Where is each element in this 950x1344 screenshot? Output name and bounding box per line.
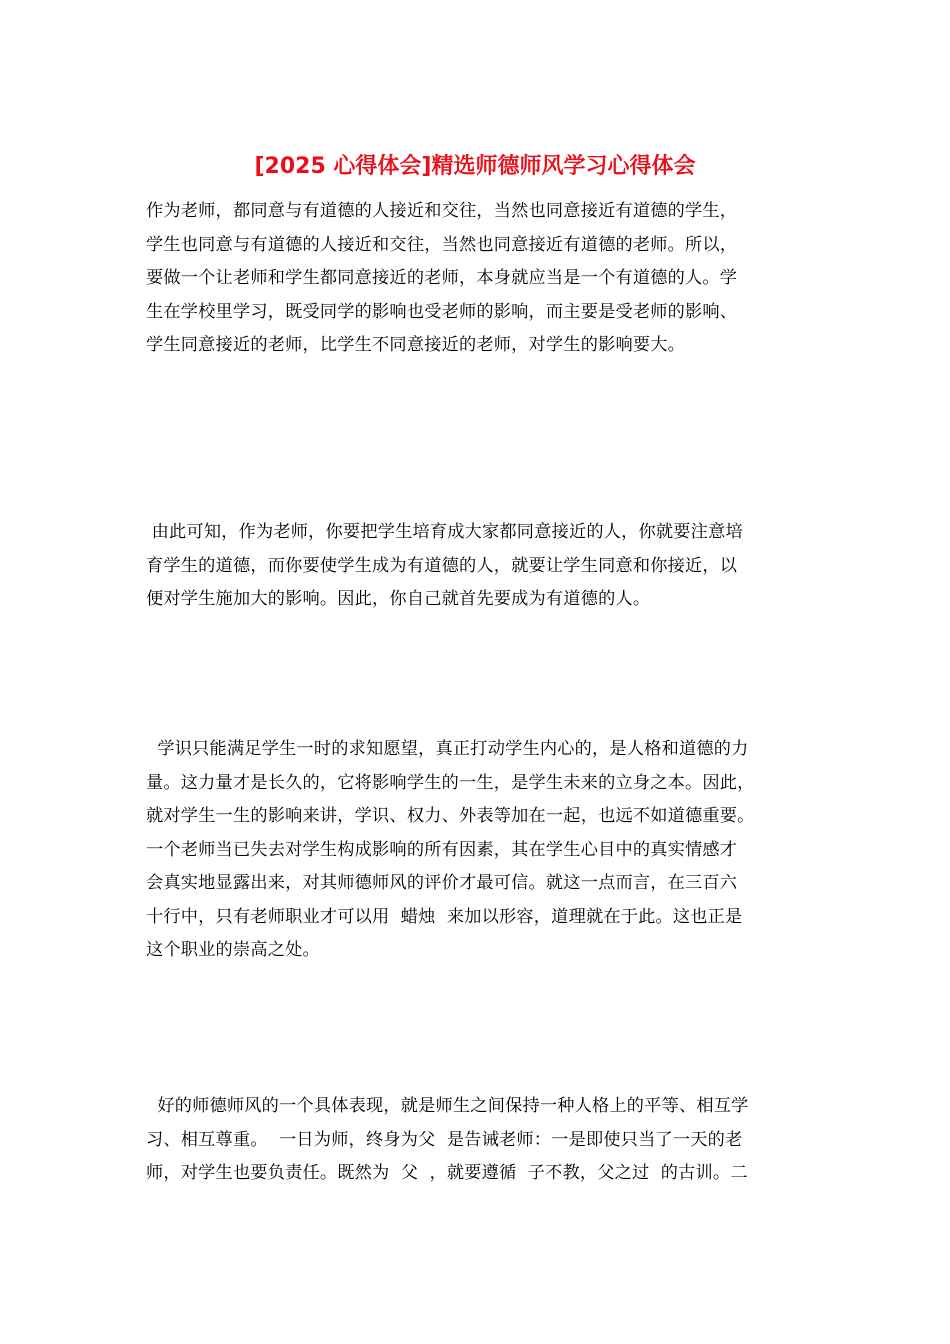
paragraph-line: 学生同意接近的老师，比学生不同意接近的老师，对学生的影响要大。: [146, 335, 686, 355]
paragraph-line: 师，对学生也要负责任。既然为 父 ，就要遵循 子不教，父之过 的古训。二: [146, 1163, 748, 1183]
paragraph-line: 由此可知，作为老师，你要把学生培育成大家都同意接近的人，你就要注意培: [146, 522, 743, 542]
paragraph-line: 要做一个让老师和学生都同意接近的老师，本身就应当是一个有道德的人。学: [146, 268, 738, 288]
paragraph-3: [146, 733, 810, 968]
paragraph-line: 一个老师当已失去对学生构成影响的所有因素，其在学生心目中的真实情感才: [146, 839, 738, 860]
paragraph-4: [146, 1090, 810, 1191]
paragraph-2: [146, 516, 810, 617]
paragraph-line: 就对学生一生的影响来讲，学识、权力、外表等加在一起，也远不如道德重要。: [146, 806, 755, 826]
paragraph-line: 会真实地显露出来，对其师德师风的评价才最可信。就这一点而言，在三百六: [146, 873, 738, 893]
paragraph-line: 量。这力量才是长久的，它将影响学生的一生，是学生未来的立身之本。因此，: [146, 772, 755, 793]
paragraph-line: 十行中，只有老师职业才可以用 蜡烛 来加以形容，道理就在于此。这也正是: [146, 906, 743, 927]
paragraph-line: 学识只能满足学生一时的求知愿望，真正打动学生内心的，是人格和道德的力: [146, 739, 749, 759]
document-title: [2025 心得体会]精选师德师风学习心得体会: [254, 154, 696, 179]
paragraph-1: [146, 195, 810, 363]
paragraph-line: 生在学校里学习，既受同学的影响也受老师的影响，而主要是受老师的影响、: [146, 301, 738, 322]
paragraph-line: 作为老师，都同意与有道德的人接近和交往，当然也同意接近有道德的学生，: [146, 201, 738, 221]
paragraph-line: 习、相互尊重。 一日为师，终身为父 是告诫老师：一是即使只当了一天的老: [146, 1129, 743, 1150]
paragraph-line: 这个职业的崇高之处。: [146, 940, 320, 960]
paragraph-line: 育学生的道德，而你要使学生成为有道德的人，就要让学生同意和你接近，以: [146, 555, 738, 576]
paragraph-line: 好的师德师风的一个具体表现，就是师生之间保持一种人格上的平等、相互学: [146, 1096, 749, 1116]
paragraph-line: 便对学生施加大的影响。因此，你自己就首先要成为有道德的人。: [146, 589, 651, 609]
paragraph-line: 学生也同意与有道德的人接近和交往，当然也同意接近有道德的老师。所以，: [146, 234, 738, 255]
